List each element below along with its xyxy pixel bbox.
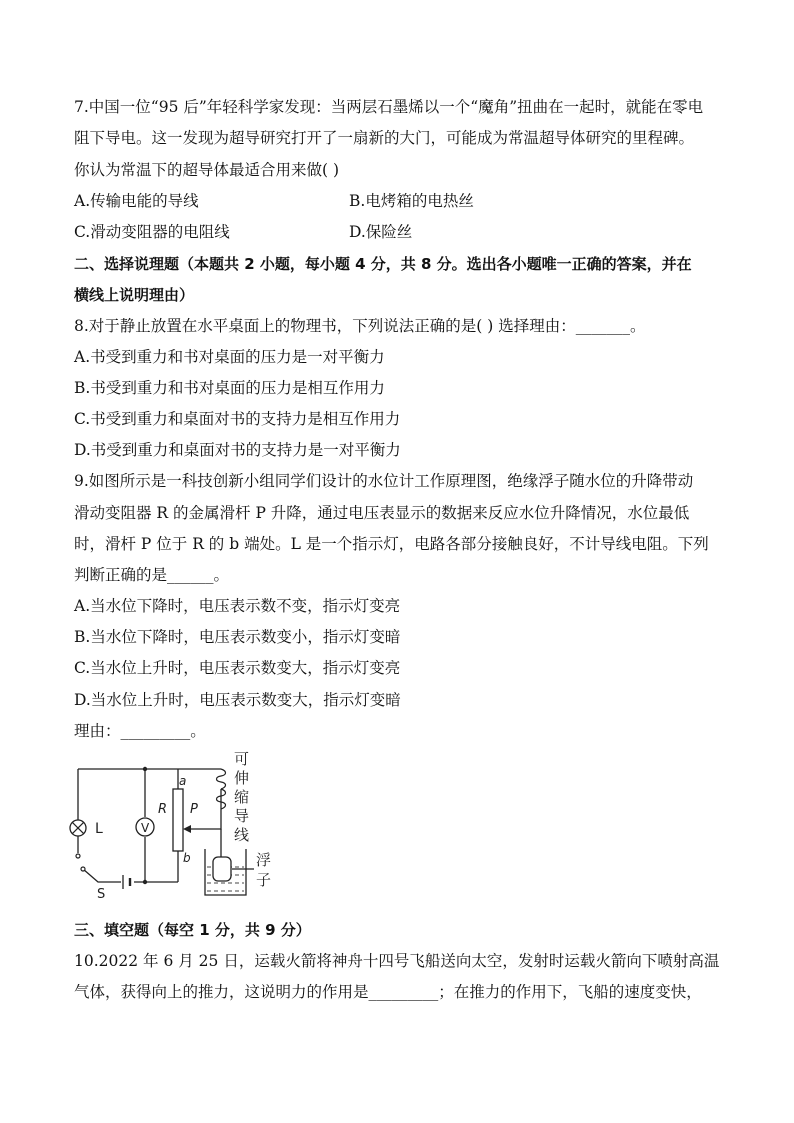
q9-stem-line-4: 判断正确的是______。 — [74, 566, 230, 584]
q9-option-a: A.当水位下降时，电压表示数不变，指示灯变亮 — [74, 597, 401, 615]
q7-option-a: A.传输电能的导线 — [74, 192, 199, 210]
rheostat-label-r: R — [158, 802, 168, 817]
slide-rheostat — [173, 789, 183, 851]
section-2-line-2: 横线上说明理由） — [74, 286, 195, 304]
rheostat-end-a: a — [179, 774, 187, 788]
q7-stem-line-2: 阻下导电。这一发现为超导研究打开了一扇新的大门，可能成为常温超导体研究的里程碑。 — [74, 129, 695, 147]
battery-symbol — [123, 875, 130, 889]
slider-arrow — [183, 825, 191, 833]
float-label-char-2: 子 — [256, 871, 272, 889]
switch-contact-top — [76, 854, 80, 858]
q9-stem-line-2: 滑动变阻器 R 的金属滑杆 P 升降，通过电压表显示的数据来反应水位升降情况，水位最低 — [74, 504, 690, 522]
switch-label: S — [97, 887, 106, 902]
q9-option-b: B.当水位下降时，电压表示数变小，指示灯变暗 — [74, 628, 401, 646]
rheostat-end-b: b — [183, 851, 191, 865]
voltmeter-label: V — [141, 821, 150, 835]
q8-option-d: D.书受到重力和桌面对书的支持力是一对平衡力 — [74, 441, 401, 459]
q9-option-d: D.当水位上升时，电压表示数变大，指示灯变暗 — [74, 691, 401, 709]
q8-stem: 8.对于静止放置在水平桌面上的物理书，下列说法正确的是( ) 选择理由：_______。 — [74, 317, 646, 335]
q9-stem-line-1: 9.如图所示是一科技创新小组同学们设计的水位计工作原理图，绝缘浮子随水位的升降带动 — [74, 472, 694, 490]
q7-stem-line-1: 7.中国一位“95 后”年轻科学家发现：当两层石墨烯以一个“魔角”扭曲在一起时，就能在零电 — [74, 98, 704, 116]
lamp-symbol — [70, 820, 86, 836]
q10-stem-line-1: 10.2022 年 6 月 25 日，运载火箭将神舟十四号飞船送向太空，发射时运载火箭向下喷射高温 — [74, 952, 720, 970]
q8-option-a: A.书受到重力和书对桌面的压力是一对平衡力 — [74, 348, 385, 366]
flexible-wire-coil — [217, 769, 226, 789]
q7-option-d: D.保险丝 — [349, 223, 413, 241]
float-body — [213, 857, 231, 881]
section-2-line-1: 二、选择说理题（本题共 2 小题，每小题 4 分，共 8 分。选出各小题唯一正确的答案，并在 — [74, 255, 692, 273]
q9-reason: 理由：_________。 — [74, 722, 206, 740]
q7-stem-line-3: 你认为常温下的超导体最适合用来做( ) — [74, 161, 340, 179]
q7-option-c: C.滑动变阻器的电阻线 — [74, 223, 230, 241]
float-label-char-1: 浮 — [256, 851, 272, 869]
q7-option-b: B.电烤箱的电热丝 — [349, 192, 474, 210]
switch-contact-bottom — [81, 867, 85, 871]
wire-label-char-1: 可 — [234, 750, 250, 768]
section-3-heading: 三、填空题（每空 1 分，共 9 分） — [74, 921, 311, 939]
water-level-circuit-diagram — [66, 745, 286, 905]
lamp-label: L — [95, 821, 103, 837]
wire-label-char-5: 线 — [234, 826, 250, 844]
wire-label-char-4: 导 — [234, 807, 250, 825]
slider-label-p: P — [190, 802, 198, 817]
wire-label-char-3: 缩 — [234, 788, 250, 806]
q9-option-c: C.当水位上升时，电压表示数变大，指示灯变亮 — [74, 659, 401, 677]
q8-option-b: B.书受到重力和书对桌面的压力是相互作用力 — [74, 379, 385, 397]
wire-label-char-2: 伸 — [234, 769, 250, 787]
q9-stem-line-3: 时，滑杆 P 位于 R 的 b 端处。L 是一个指示灯，电路各部分接触良好，不计导线电阻。下列 — [74, 535, 709, 553]
q10-stem-line-2: 气体，获得向上的推力，这说明力的作用是_________；在推力的作用下，飞船的速度变快， — [74, 983, 702, 1001]
q8-option-c: C.书受到重力和桌面对书的支持力是相互作用力 — [74, 410, 401, 428]
